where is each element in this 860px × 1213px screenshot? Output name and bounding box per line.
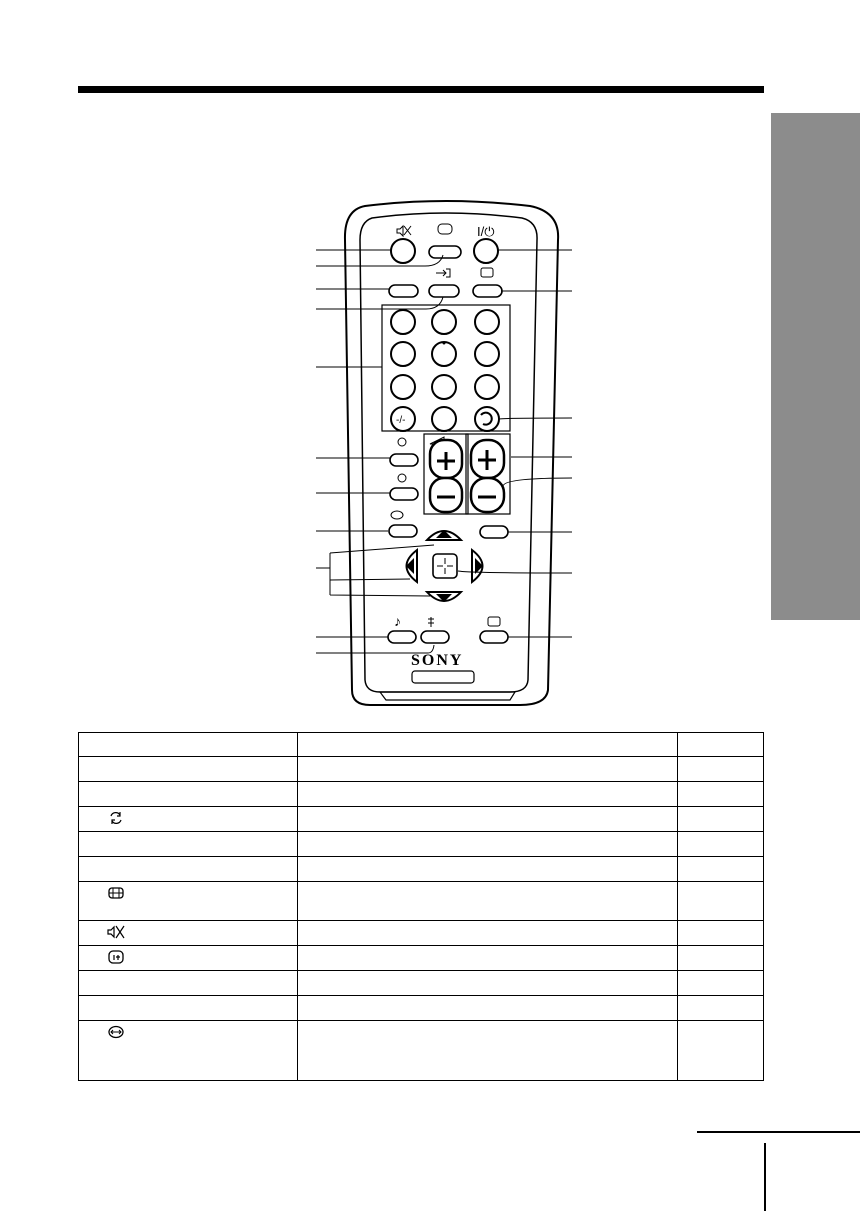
table-row: [79, 971, 764, 996]
info-icon: [107, 950, 125, 964]
input-select-button[interactable]: [429, 269, 459, 297]
key-3[interactable]: [475, 310, 499, 334]
sleep-icon: [398, 474, 406, 482]
footer-divider: [764, 1143, 766, 1211]
input-icon: [436, 269, 450, 277]
volume-up-button[interactable]: [430, 440, 462, 478]
arrow-up-button[interactable]: [427, 530, 461, 540]
arrow-right-button[interactable]: [472, 550, 483, 582]
table-row: [79, 832, 764, 857]
key-4[interactable]: [391, 342, 415, 366]
mute-icon: [107, 925, 125, 939]
program-up-button[interactable]: [471, 440, 504, 478]
key-5[interactable]: [432, 342, 456, 366]
power-icon: I/⏻: [477, 224, 495, 239]
sound-button[interactable]: [388, 613, 416, 643]
button-function-table: [78, 732, 764, 1081]
table-row: [79, 996, 764, 1021]
power-button[interactable]: [474, 224, 498, 263]
key-dash-label: -/-: [396, 415, 406, 426]
table-row: [79, 921, 764, 946]
sleep-button[interactable]: [390, 474, 418, 500]
timer-button[interactable]: [390, 438, 418, 466]
wide-mode-icon: [107, 886, 125, 900]
key-6[interactable]: [475, 342, 499, 366]
key-1[interactable]: [391, 310, 415, 334]
picture-icon: [428, 617, 434, 627]
key-9[interactable]: [475, 375, 499, 399]
key-0[interactable]: [432, 407, 456, 431]
ok-button[interactable]: [433, 554, 457, 578]
info-button[interactable]: [429, 224, 461, 258]
arrow-down-button[interactable]: [427, 592, 461, 602]
arrow-left-button[interactable]: [406, 550, 417, 582]
table-row: [79, 733, 764, 757]
mute-icon: [397, 226, 411, 236]
volume-down-button[interactable]: [430, 478, 462, 512]
wide-mode-icon: [488, 617, 500, 626]
tv-mode-button[interactable]: [473, 268, 502, 297]
dual-sound-button[interactable]: [389, 511, 417, 537]
program-button[interactable]: [389, 285, 418, 297]
table-row: [79, 857, 764, 882]
table-row: [79, 782, 764, 807]
brand-logo: SONY: [411, 652, 464, 669]
picture-button[interactable]: [421, 617, 449, 643]
dual-sound-icon: [107, 1025, 125, 1039]
note-icon: ♪: [394, 613, 401, 629]
table-row: [79, 946, 764, 971]
key-7[interactable]: [391, 375, 415, 399]
wide-mode-button[interactable]: [480, 617, 508, 643]
program-down-button[interactable]: [471, 478, 504, 512]
table-row: [79, 1021, 764, 1081]
mute-button[interactable]: [391, 226, 415, 263]
dual-sound-icon: [391, 511, 403, 519]
key-8[interactable]: [432, 375, 456, 399]
jump-icon: [107, 811, 125, 825]
tv-icon: [481, 268, 493, 277]
footer-rule: [697, 1131, 860, 1133]
table-row: [79, 807, 764, 832]
jump-button[interactable]: [475, 407, 499, 431]
table-row: [79, 882, 764, 921]
timer-icon: [398, 438, 406, 446]
info-icon: [438, 224, 452, 234]
table-row: [79, 757, 764, 782]
key-2[interactable]: [432, 310, 456, 334]
menu-button[interactable]: [480, 526, 508, 538]
